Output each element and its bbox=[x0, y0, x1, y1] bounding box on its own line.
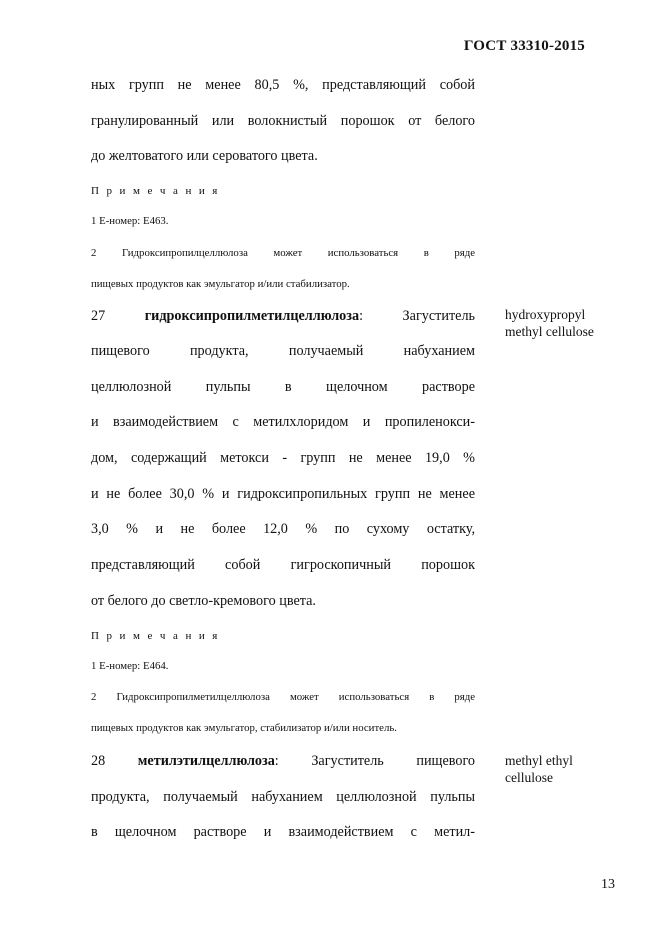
notes-title: П р и м е ч а н и я bbox=[91, 185, 220, 197]
text-line: продукта, получаемый набуханием целлюлозной пульпы bbox=[91, 789, 475, 805]
notes-title: П р и м е ч а н и я bbox=[91, 630, 220, 642]
entry-number: 27 bbox=[91, 308, 106, 324]
text-line: и взаимодействием с метилхлоридом и пропиленокси- bbox=[91, 414, 475, 430]
text-line: ных групп не менее 80,5 %, представляющий собой bbox=[91, 77, 475, 93]
note-line: 1 Е-номер: Е463. bbox=[91, 215, 169, 227]
text-line: целлюлозной пульпы в щелочном растворе bbox=[91, 379, 475, 395]
english-term-line: methyl ethyl bbox=[505, 753, 573, 768]
text-line: и не более 30,0 % и гидроксипропильных групп не менее bbox=[91, 486, 475, 502]
text-line: дом, содержащий метокси - групп не менее 19,0 % bbox=[91, 450, 475, 466]
text-line: представляющий собой гигроскопичный порошок bbox=[91, 557, 475, 573]
standard-header: ГОСТ 33310-2015 bbox=[463, 38, 585, 54]
text-line: 3,0 % и не более 12,0 % по сухому остатку, bbox=[91, 521, 475, 537]
note-line: пищевых продуктов как эмульгатор, стабилизатор и/или носитель. bbox=[91, 722, 397, 734]
entry-number: 28 bbox=[91, 753, 106, 769]
text-line: гранулированный или волокнистый порошок от белого bbox=[91, 113, 475, 129]
entry-colon: : bbox=[274, 753, 279, 769]
entry-colon: : bbox=[359, 308, 364, 324]
english-term-line: methyl cellulose bbox=[505, 324, 594, 339]
note-line: 2 Гидроксипропилцеллюлоза может использоваться в ряде bbox=[91, 247, 475, 259]
entry-first-line bbox=[91, 753, 475, 769]
english-term-line: hydroxypropyl bbox=[505, 307, 586, 322]
text-line: от белого до светло-кремового цвета. bbox=[91, 593, 316, 609]
english-term-line: cellulose bbox=[505, 770, 553, 785]
entry-definition-start: Загуститель bbox=[402, 308, 476, 324]
text-line: в щелочном растворе и взаимодействием с метил- bbox=[91, 824, 475, 840]
english-equivalent-28 bbox=[505, 752, 625, 786]
note-line: 2 Гидроксипропилметилцеллюлоза может использоваться в ряде bbox=[91, 691, 475, 703]
text-line: пищевого продукта, получаемый набуханием bbox=[91, 343, 475, 359]
note-line: пищевых продуктов как эмульгатор и/или стабилизатор. bbox=[91, 278, 350, 290]
text-line: до желтоватого или сероватого цвета. bbox=[91, 148, 318, 164]
note-line: 1 Е-номер: Е464. bbox=[91, 660, 169, 672]
entry-first-line bbox=[91, 308, 475, 324]
english-equivalent-27 bbox=[505, 306, 625, 340]
page-number: 13 bbox=[601, 877, 615, 892]
entry-term: гидроксипропилметилцеллюлоза bbox=[144, 308, 360, 324]
entry-term: метилэтилцеллюлоза bbox=[137, 753, 275, 769]
entry-definition-start: Загуститель пищевого bbox=[311, 753, 476, 769]
